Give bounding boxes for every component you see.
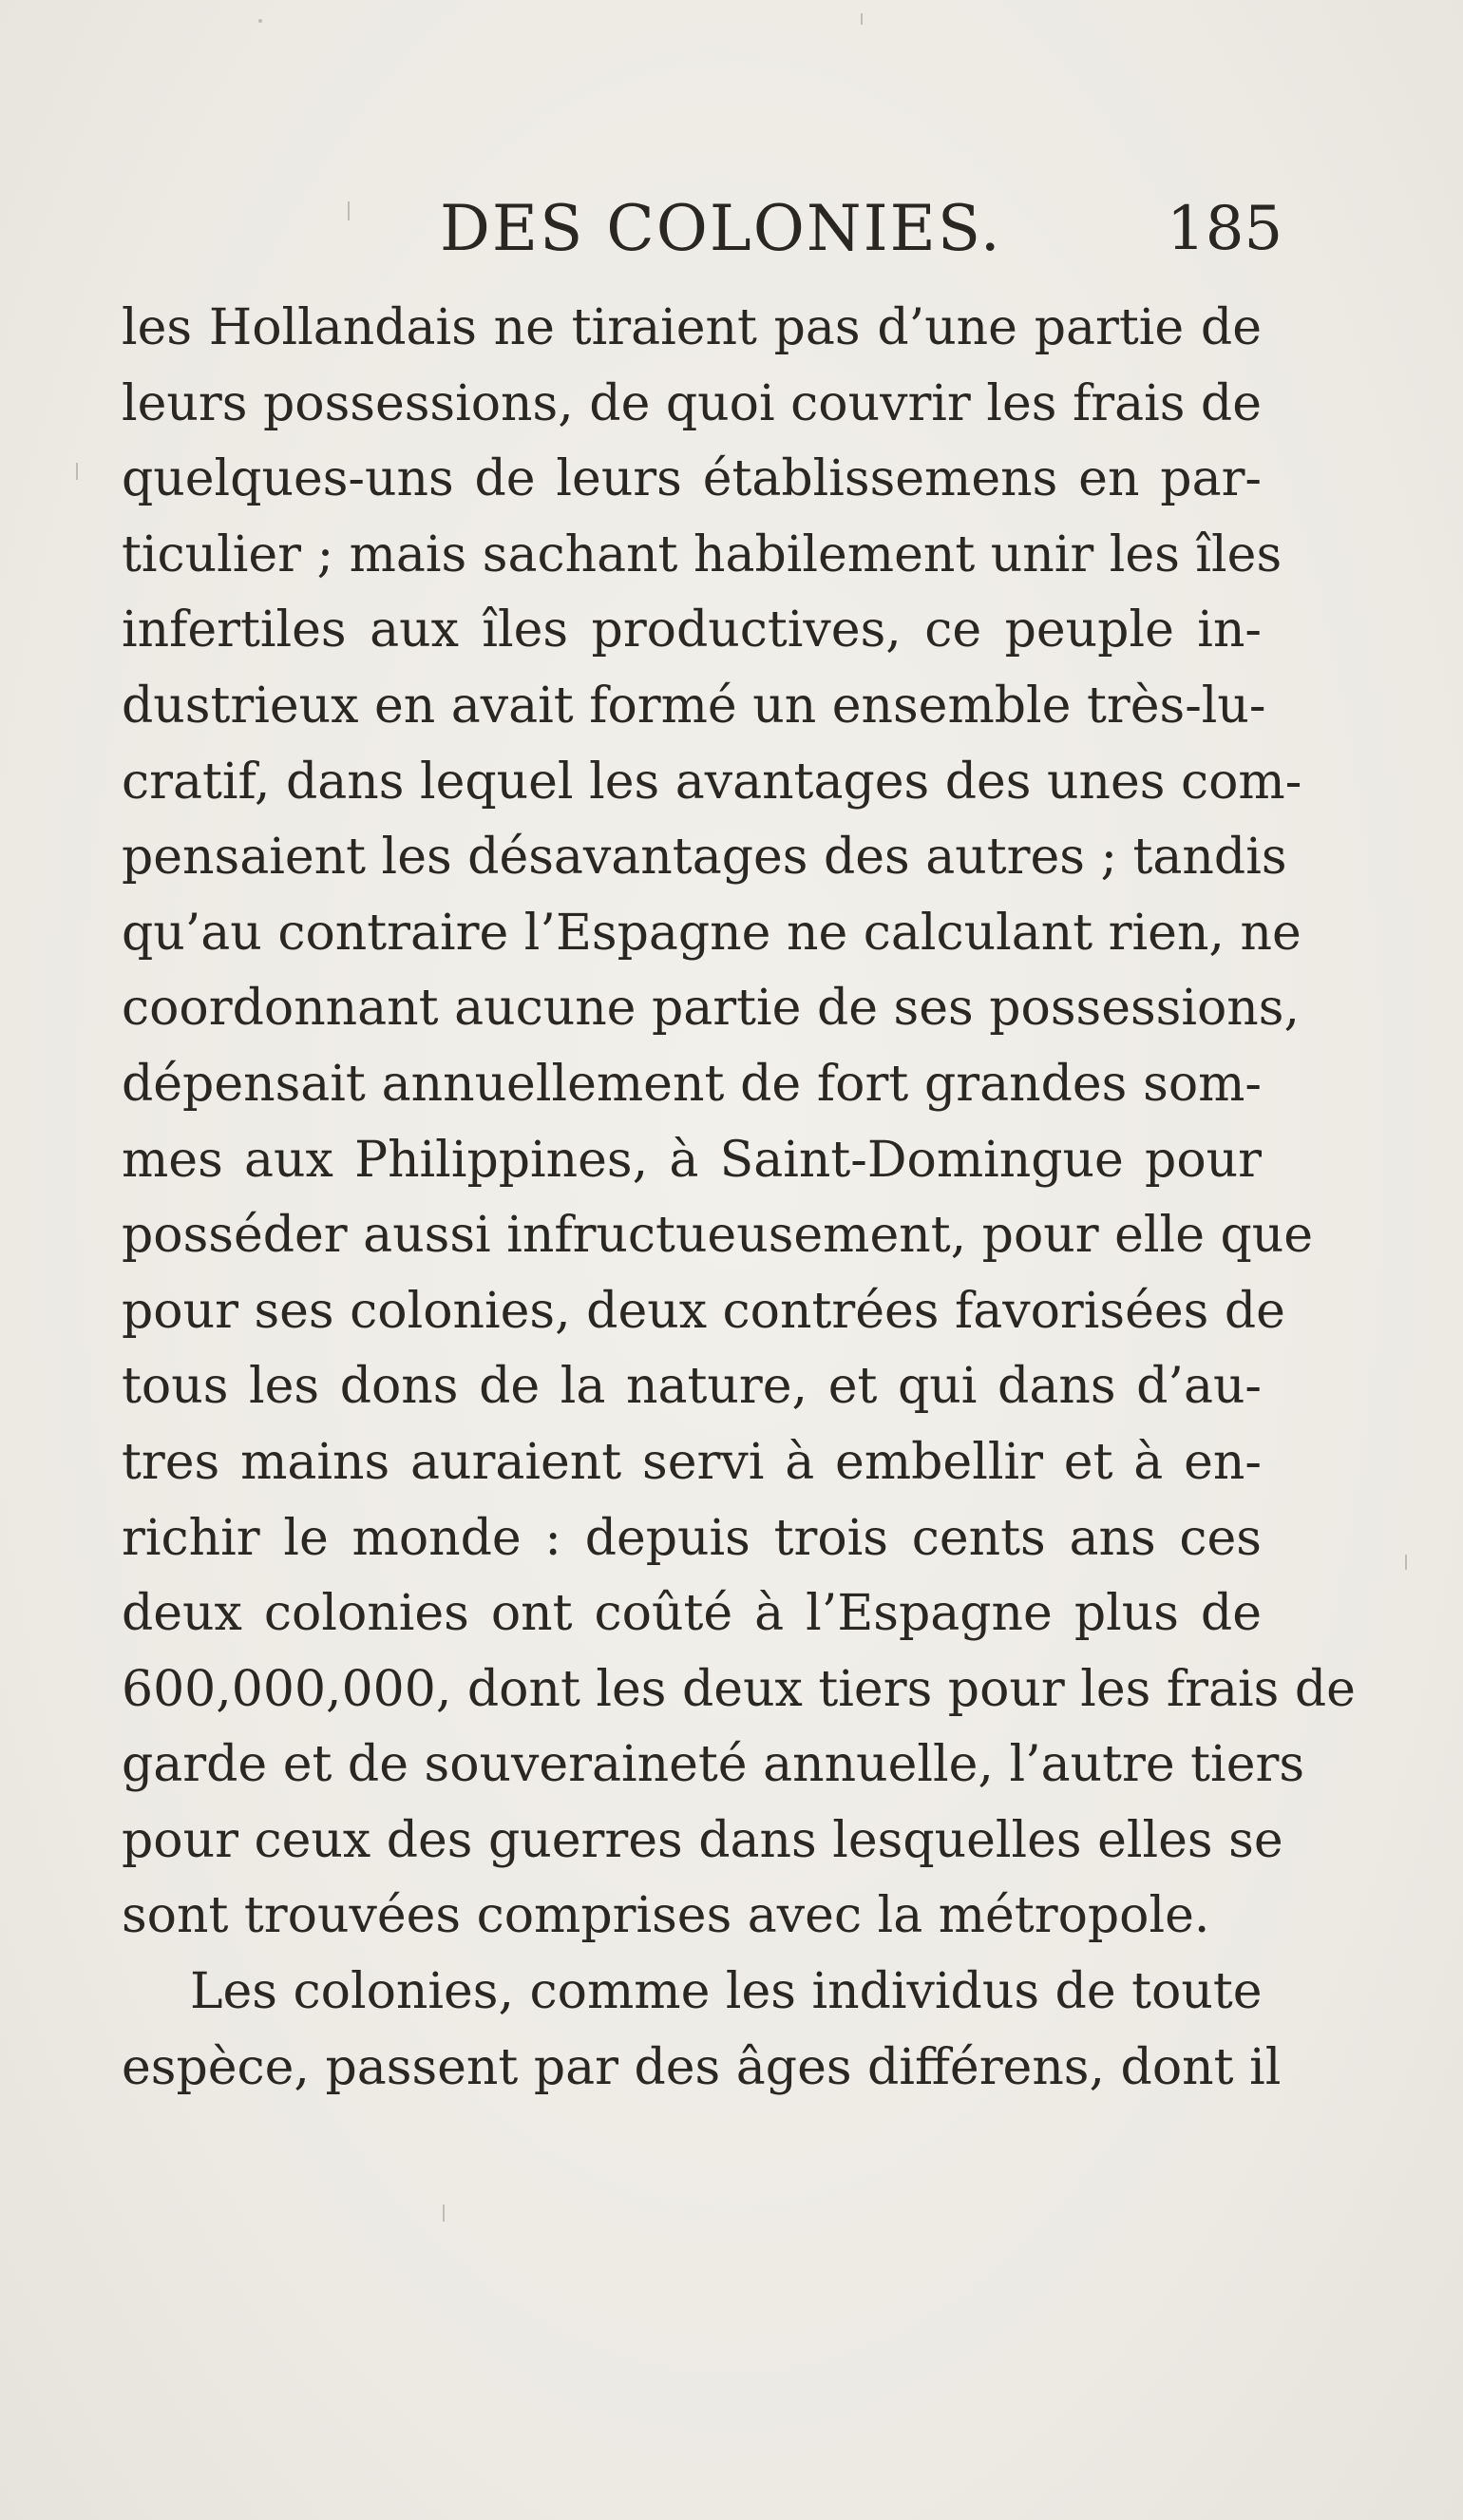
- text-line: mes aux Philippines, à Saint-Domingue pour: [122, 1131, 1262, 1189]
- text-line: richir le monde : depuis trois cents ans ces: [122, 1509, 1262, 1567]
- text-line: tres mains auraient servi à embellir et à en-: [122, 1433, 1262, 1491]
- paper-speck: [861, 13, 863, 25]
- text-line: cratif, dans lequel les avantages des unes com-: [122, 753, 1302, 811]
- running-head: [0, 186, 1463, 272]
- text-line: pour ses colonies, deux contrées favorisées de: [122, 1282, 1285, 1340]
- text-line: pensaient les désavantages des autres ; tandis: [122, 829, 1287, 887]
- text-line: tous les dons de la nature, et qui dans d’au-: [122, 1358, 1262, 1416]
- paper-speck: [258, 19, 262, 23]
- text-line: garde et de souveraineté annuelle, l’autre tiers: [122, 1736, 1305, 1794]
- text-line: qu’au contraire l’Espagne ne calculant rien, ne: [122, 904, 1302, 962]
- text-line: posséder aussi infructueusement, pour elle que: [122, 1207, 1314, 1265]
- page-number: 185: [1167, 194, 1283, 264]
- body-text: [122, 291, 1356, 2106]
- text-line: pour ceux des guerres dans lesquelles elles se: [122, 1811, 1283, 1869]
- paragraph-first-line: Les colonies, comme les individus de toute: [190, 1963, 1263, 2021]
- paragraph-end-line: sont trouvées comprises avec la métropole.: [122, 1887, 1210, 1945]
- text-line: 600,000,000, dont les deux tiers pour les frais de: [122, 1660, 1356, 1718]
- text-line: leurs possessions, de quoi couvrir les frais de: [122, 374, 1262, 432]
- text-line: dustrieux en avait formé un ensemble très-lu-: [122, 677, 1266, 735]
- paper-speck: [76, 463, 78, 480]
- text-line: dépensait annuellement de fort grandes som-: [122, 1055, 1262, 1113]
- text-line: infertiles aux îles productives, ce peuple in-: [122, 601, 1262, 659]
- text-line: coordonnant aucune partie de ses possessions,: [122, 980, 1300, 1038]
- text-line: ticulier ; mais sachant habilement unir les îles: [122, 525, 1282, 583]
- text-line: deux colonies ont coûté à l’Espagne plus de: [122, 1585, 1262, 1643]
- text-line: les Hollandais ne tiraient pas d’une partie de: [122, 299, 1262, 356]
- paper-speck: [348, 201, 350, 220]
- text-line: quelques-uns de leurs établissemens en par-: [122, 450, 1262, 508]
- paper-speck: [1405, 1555, 1407, 1570]
- running-title: DES COLONIES.: [440, 192, 1002, 265]
- paper-speck: [443, 2205, 445, 2222]
- text-line: espèce, passent par des âges différens, dont il: [122, 2038, 1282, 2096]
